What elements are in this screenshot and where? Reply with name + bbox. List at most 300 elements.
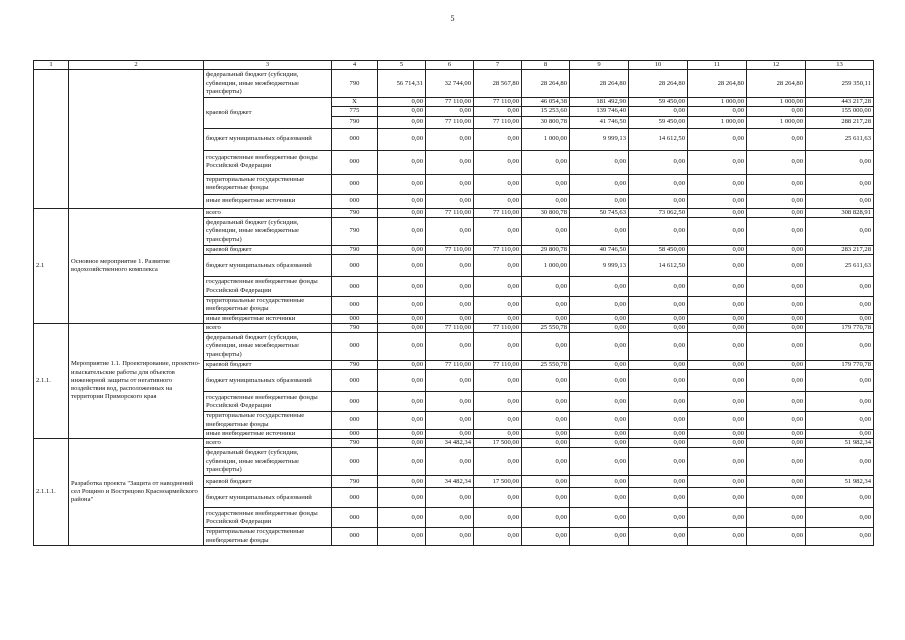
- value-cell: 77 110,00: [474, 323, 522, 332]
- value-cell: 0,00: [747, 429, 806, 438]
- value-cell: 0,00: [747, 392, 806, 412]
- value-cell: 0,00: [747, 488, 806, 508]
- value-cell: 0,00: [688, 429, 747, 438]
- value-cell: 0,00: [426, 429, 474, 438]
- funding-source-cell: иные внебюджетные источники: [204, 194, 332, 208]
- value-cell: 0,00: [378, 217, 426, 245]
- value-cell: 0,00: [570, 150, 629, 174]
- value-cell: 51 982,34: [806, 439, 874, 448]
- value-cell: 0,00: [378, 439, 426, 448]
- value-cell: 0,00: [426, 412, 474, 429]
- value-cell: 77 110,00: [426, 98, 474, 107]
- value-cell: 0,00: [522, 314, 570, 323]
- value-cell: 443 217,28: [806, 98, 874, 107]
- value-cell: 0,00: [378, 429, 426, 438]
- value-cell: 0,00: [474, 412, 522, 429]
- funding-source-cell: государственные внебюджетные фонды Российской Федерации: [204, 150, 332, 174]
- value-cell: 0,00: [378, 128, 426, 150]
- value-cell: 0,00: [378, 508, 426, 528]
- column-header-2: 2: [69, 61, 204, 70]
- value-cell: 30 800,78: [522, 116, 570, 128]
- value-cell: 0,00: [570, 277, 629, 297]
- value-cell: 0,00: [806, 194, 874, 208]
- value-cell: 51 982,34: [806, 476, 874, 488]
- value-cell: 0,00: [806, 508, 874, 528]
- value-cell: 0,00: [378, 208, 426, 217]
- code-cell: 000: [332, 174, 378, 194]
- column-header-13: 13: [806, 61, 874, 70]
- code-cell: 000: [332, 528, 378, 545]
- value-cell: 0,00: [474, 392, 522, 412]
- value-cell: 30 800,78: [522, 208, 570, 217]
- value-cell: 0,00: [522, 508, 570, 528]
- value-cell: 0,00: [426, 392, 474, 412]
- funding-source-cell: федеральный бюджет (субсидии, субвенции, иные межбюджетные трансферты): [204, 70, 332, 98]
- value-cell: 0,00: [747, 150, 806, 174]
- value-cell: 0,00: [688, 128, 747, 150]
- value-cell: 0,00: [570, 448, 629, 476]
- funding-source-cell: федеральный бюджет (субсидии, субвенции, иные межбюджетные трансферты): [204, 448, 332, 476]
- value-cell: 0,00: [629, 412, 688, 429]
- code-cell: 790: [332, 476, 378, 488]
- value-cell: 0,00: [570, 528, 629, 545]
- value-cell: 0,00: [474, 255, 522, 277]
- code-cell: 790: [332, 70, 378, 98]
- code-cell: 000: [332, 508, 378, 528]
- value-cell: 0,00: [426, 174, 474, 194]
- value-cell: 0,00: [806, 314, 874, 323]
- value-cell: 14 612,50: [629, 128, 688, 150]
- activity-name-cell: [69, 70, 204, 208]
- value-cell: 0,00: [570, 370, 629, 392]
- value-cell: 0,00: [570, 412, 629, 429]
- value-cell: 0,00: [522, 277, 570, 297]
- value-cell: 155 000,00: [806, 107, 874, 116]
- value-cell: 0,00: [629, 439, 688, 448]
- value-cell: 46 054,38: [522, 98, 570, 107]
- value-cell: 0,00: [629, 174, 688, 194]
- value-cell: 77 110,00: [426, 208, 474, 217]
- value-cell: 0,00: [688, 528, 747, 545]
- value-cell: 28 264,80: [570, 70, 629, 98]
- funding-source-cell: бюджет муниципальных образований: [204, 128, 332, 150]
- value-cell: 28 264,80: [629, 70, 688, 98]
- budget-table: [33, 60, 874, 546]
- value-cell: 0,00: [522, 150, 570, 174]
- value-cell: 0,00: [474, 528, 522, 545]
- value-cell: 28 264,80: [688, 70, 747, 98]
- value-cell: 0,00: [688, 370, 747, 392]
- value-cell: 0,00: [474, 107, 522, 116]
- value-cell: 14 612,50: [629, 255, 688, 277]
- value-cell: 0,00: [522, 488, 570, 508]
- funding-source-cell: краевой бюджет: [204, 476, 332, 488]
- value-cell: 0,00: [747, 194, 806, 208]
- value-cell: 0,00: [378, 150, 426, 174]
- value-cell: 0,00: [474, 488, 522, 508]
- code-cell: 000: [332, 150, 378, 174]
- value-cell: 77 110,00: [474, 208, 522, 217]
- funding-source-cell: иные внебюджетные источники: [204, 314, 332, 323]
- value-cell: 0,00: [378, 277, 426, 297]
- funding-source-cell: федеральный бюджет (субсидии, субвенции, иные межбюджетные трансферты): [204, 333, 332, 361]
- code-cell: 000: [332, 448, 378, 476]
- funding-source-cell: бюджет муниципальных образований: [204, 370, 332, 392]
- funding-source-cell: территориальные государственные внебюджетные фонды: [204, 297, 332, 314]
- funding-source-cell: краевой бюджет: [204, 98, 332, 128]
- value-cell: 15 253,60: [522, 107, 570, 116]
- value-cell: 0,00: [378, 412, 426, 429]
- funding-source-cell: всего: [204, 439, 332, 448]
- value-cell: 0,00: [806, 528, 874, 545]
- value-cell: 0,00: [378, 194, 426, 208]
- value-cell: 0,00: [629, 277, 688, 297]
- value-cell: 0,00: [688, 297, 747, 314]
- value-cell: 0,00: [806, 217, 874, 245]
- header-row: [34, 61, 874, 70]
- value-cell: 0,00: [629, 217, 688, 245]
- value-cell: 0,00: [629, 448, 688, 476]
- value-cell: 179 770,78: [806, 323, 874, 332]
- table-row: [34, 323, 874, 332]
- value-cell: 0,00: [570, 297, 629, 314]
- value-cell: 0,00: [378, 333, 426, 361]
- value-cell: 0,00: [522, 370, 570, 392]
- value-cell: 139 746,40: [570, 107, 629, 116]
- value-cell: 28 567,80: [474, 70, 522, 98]
- value-cell: 34 482,34: [426, 476, 474, 488]
- value-cell: 29 800,78: [522, 245, 570, 254]
- value-cell: 0,00: [474, 370, 522, 392]
- value-cell: 0,00: [570, 439, 629, 448]
- funding-source-cell: территориальные государственные внебюджетные фонды: [204, 412, 332, 429]
- value-cell: 0,00: [806, 370, 874, 392]
- value-cell: 0,00: [426, 277, 474, 297]
- value-cell: 0,00: [806, 429, 874, 438]
- value-cell: 0,00: [378, 116, 426, 128]
- code-cell: 000: [332, 128, 378, 150]
- code-cell: 000: [332, 314, 378, 323]
- value-cell: 34 482,34: [426, 439, 474, 448]
- value-cell: 0,00: [629, 528, 688, 545]
- value-cell: 0,00: [426, 488, 474, 508]
- funding-source-cell: федеральный бюджет (субсидии, субвенции, иные межбюджетные трансферты): [204, 217, 332, 245]
- value-cell: 0,00: [378, 448, 426, 476]
- value-cell: 0,00: [570, 392, 629, 412]
- code-cell: 790: [332, 361, 378, 370]
- value-cell: 0,00: [378, 392, 426, 412]
- value-cell: 0,00: [747, 448, 806, 476]
- value-cell: 0,00: [688, 245, 747, 254]
- value-cell: 0,00: [688, 194, 747, 208]
- value-cell: 0,00: [474, 128, 522, 150]
- value-cell: 1 000,00: [522, 255, 570, 277]
- row-number-cell: [34, 70, 69, 208]
- value-cell: 0,00: [747, 439, 806, 448]
- funding-source-cell: краевой бюджет: [204, 361, 332, 370]
- value-cell: 0,00: [688, 277, 747, 297]
- value-cell: 0,00: [688, 361, 747, 370]
- column-header-9: 9: [570, 61, 629, 70]
- value-cell: 0,00: [688, 333, 747, 361]
- value-cell: 0,00: [629, 508, 688, 528]
- value-cell: 73 062,50: [629, 208, 688, 217]
- value-cell: 0,00: [688, 508, 747, 528]
- value-cell: 0,00: [570, 508, 629, 528]
- column-header-11: 11: [688, 61, 747, 70]
- page-number: 5: [450, 14, 455, 23]
- code-cell: 000: [332, 488, 378, 508]
- value-cell: 0,00: [474, 277, 522, 297]
- code-cell: 000: [332, 297, 378, 314]
- value-cell: 0,00: [806, 277, 874, 297]
- funding-source-cell: территориальные государственные внебюджетные фонды: [204, 528, 332, 545]
- column-header-8: 8: [522, 61, 570, 70]
- value-cell: 40 746,50: [570, 245, 629, 254]
- value-cell: 0,00: [747, 107, 806, 116]
- value-cell: 77 110,00: [426, 323, 474, 332]
- value-cell: 0,00: [747, 297, 806, 314]
- value-cell: 0,00: [747, 128, 806, 150]
- value-cell: 0,00: [426, 508, 474, 528]
- value-cell: 50 745,63: [570, 208, 629, 217]
- value-cell: 0,00: [522, 476, 570, 488]
- value-cell: 0,00: [747, 217, 806, 245]
- value-cell: 0,00: [570, 429, 629, 438]
- value-cell: 0,00: [522, 297, 570, 314]
- value-cell: 0,00: [426, 448, 474, 476]
- value-cell: 0,00: [629, 314, 688, 323]
- value-cell: 0,00: [474, 174, 522, 194]
- code-cell: 000: [332, 429, 378, 438]
- value-cell: 1 000,00: [747, 98, 806, 107]
- value-cell: 59 450,00: [629, 116, 688, 128]
- value-cell: 0,00: [629, 392, 688, 412]
- value-cell: 0,00: [570, 333, 629, 361]
- funding-source-cell: всего: [204, 323, 332, 332]
- value-cell: 0,00: [688, 208, 747, 217]
- value-cell: 25 611,63: [806, 255, 874, 277]
- code-cell: 775: [332, 107, 378, 116]
- value-cell: 0,00: [378, 323, 426, 332]
- column-header-1: 1: [34, 61, 69, 70]
- value-cell: 0,00: [747, 333, 806, 361]
- value-cell: 0,00: [629, 361, 688, 370]
- code-cell: 000: [332, 255, 378, 277]
- value-cell: 25 550,78: [522, 361, 570, 370]
- value-cell: 77 110,00: [474, 245, 522, 254]
- activity-name-cell: Основное мероприятие 1. Развитие водохозяйственного комплекса: [69, 208, 204, 323]
- table-row: [34, 439, 874, 448]
- value-cell: 0,00: [378, 476, 426, 488]
- value-cell: 0,00: [570, 488, 629, 508]
- value-cell: 0,00: [629, 370, 688, 392]
- value-cell: 0,00: [806, 448, 874, 476]
- value-cell: 0,00: [806, 412, 874, 429]
- value-cell: 0,00: [688, 174, 747, 194]
- code-cell: 790: [332, 217, 378, 245]
- value-cell: 0,00: [747, 255, 806, 277]
- value-cell: 0,00: [570, 476, 629, 488]
- value-cell: 77 110,00: [474, 116, 522, 128]
- value-cell: 0,00: [522, 194, 570, 208]
- value-cell: 41 746,50: [570, 116, 629, 128]
- value-cell: 0,00: [747, 370, 806, 392]
- value-cell: 0,00: [426, 194, 474, 208]
- value-cell: 0,00: [688, 476, 747, 488]
- value-cell: 0,00: [474, 217, 522, 245]
- value-cell: 0,00: [688, 107, 747, 116]
- value-cell: 17 500,00: [474, 439, 522, 448]
- value-cell: 77 110,00: [426, 245, 474, 254]
- value-cell: 0,00: [522, 528, 570, 545]
- value-cell: 25 550,78: [522, 323, 570, 332]
- value-cell: 0,00: [629, 429, 688, 438]
- funding-source-cell: территориальные государственные внебюджетные фонды: [204, 174, 332, 194]
- value-cell: 0,00: [806, 333, 874, 361]
- column-header-6: 6: [426, 61, 474, 70]
- value-cell: 0,00: [688, 314, 747, 323]
- column-header-3: 3: [204, 61, 332, 70]
- value-cell: 0,00: [570, 194, 629, 208]
- code-cell: 790: [332, 323, 378, 332]
- value-cell: 0,00: [378, 314, 426, 323]
- funding-source-cell: государственные внебюджетные фонды Российской Федерации: [204, 508, 332, 528]
- value-cell: 0,00: [629, 107, 688, 116]
- value-cell: 0,00: [629, 323, 688, 332]
- value-cell: 77 110,00: [426, 116, 474, 128]
- value-cell: 0,00: [806, 150, 874, 174]
- value-cell: 0,00: [474, 508, 522, 528]
- value-cell: 0,00: [522, 412, 570, 429]
- value-cell: 0,00: [747, 412, 806, 429]
- value-cell: 25 611,63: [806, 128, 874, 150]
- value-cell: 0,00: [629, 488, 688, 508]
- code-cell: 790: [332, 245, 378, 254]
- value-cell: 0,00: [474, 194, 522, 208]
- row-number-cell: 2.1.1.: [34, 323, 69, 438]
- value-cell: 0,00: [378, 370, 426, 392]
- funding-source-cell: государственные внебюджетные фонды Российской Федерации: [204, 392, 332, 412]
- table-row: [34, 70, 874, 98]
- value-cell: 28 264,80: [747, 70, 806, 98]
- value-cell: 0,00: [474, 297, 522, 314]
- value-cell: 0,00: [747, 528, 806, 545]
- activity-name-cell: Разработка проекта "Защита от наводнений сел Рощино и Вострецово Красноармейского района": [69, 439, 204, 546]
- funding-source-cell: государственные внебюджетные фонды Российской Федерации: [204, 277, 332, 297]
- value-cell: 0,00: [747, 277, 806, 297]
- value-cell: 0,00: [522, 333, 570, 361]
- value-cell: 0,00: [522, 392, 570, 412]
- value-cell: 0,00: [474, 429, 522, 438]
- value-cell: 0,00: [629, 297, 688, 314]
- value-cell: 77 110,00: [474, 98, 522, 107]
- value-cell: 0,00: [378, 255, 426, 277]
- value-cell: 0,00: [474, 314, 522, 323]
- value-cell: 181 492,90: [570, 98, 629, 107]
- value-cell: 0,00: [747, 314, 806, 323]
- column-header-7: 7: [474, 61, 522, 70]
- value-cell: 0,00: [688, 392, 747, 412]
- value-cell: 179 770,78: [806, 361, 874, 370]
- value-cell: 0,00: [688, 150, 747, 174]
- value-cell: 0,00: [474, 448, 522, 476]
- value-cell: 288 217,28: [806, 116, 874, 128]
- value-cell: 59 450,00: [629, 98, 688, 107]
- funding-source-cell: иные внебюджетные источники: [204, 429, 332, 438]
- value-cell: 56 714,31: [378, 70, 426, 98]
- value-cell: 28 264,80: [522, 70, 570, 98]
- value-cell: 9 999,13: [570, 128, 629, 150]
- value-cell: 0,00: [426, 528, 474, 545]
- value-cell: 0,00: [688, 217, 747, 245]
- value-cell: 32 744,00: [426, 70, 474, 98]
- value-cell: 0,00: [806, 488, 874, 508]
- value-cell: 0,00: [378, 361, 426, 370]
- value-cell: 0,00: [426, 128, 474, 150]
- column-header-5: 5: [378, 61, 426, 70]
- code-cell: 790: [332, 208, 378, 217]
- value-cell: 0,00: [747, 174, 806, 194]
- value-cell: 0,00: [570, 174, 629, 194]
- value-cell: 0,00: [522, 217, 570, 245]
- table-row: [34, 208, 874, 217]
- value-cell: 0,00: [474, 333, 522, 361]
- value-cell: 0,00: [629, 194, 688, 208]
- code-cell: 000: [332, 333, 378, 361]
- value-cell: 0,00: [747, 508, 806, 528]
- value-cell: 0,00: [747, 245, 806, 254]
- value-cell: 0,00: [688, 439, 747, 448]
- value-cell: 0,00: [522, 174, 570, 194]
- value-cell: 0,00: [378, 174, 426, 194]
- code-cell: 790: [332, 116, 378, 128]
- value-cell: 0,00: [806, 174, 874, 194]
- code-cell: 000: [332, 392, 378, 412]
- value-cell: 0,00: [426, 314, 474, 323]
- value-cell: 0,00: [629, 476, 688, 488]
- value-cell: 0,00: [688, 488, 747, 508]
- value-cell: 77 110,00: [474, 361, 522, 370]
- code-cell: X: [332, 98, 378, 107]
- row-number-cell: 2.1.1.1.: [34, 439, 69, 546]
- value-cell: 0,00: [570, 314, 629, 323]
- code-cell: 000: [332, 370, 378, 392]
- value-cell: 58 450,00: [629, 245, 688, 254]
- value-cell: 0,00: [426, 370, 474, 392]
- funding-source-cell: бюджет муниципальных образований: [204, 488, 332, 508]
- value-cell: 0,00: [570, 361, 629, 370]
- value-cell: 0,00: [426, 255, 474, 277]
- value-cell: 17 500,00: [474, 476, 522, 488]
- value-cell: 0,00: [378, 98, 426, 107]
- value-cell: 77 110,00: [426, 361, 474, 370]
- funding-source-cell: всего: [204, 208, 332, 217]
- column-header-12: 12: [747, 61, 806, 70]
- value-cell: 0,00: [426, 150, 474, 174]
- value-cell: 1 000,00: [688, 98, 747, 107]
- value-cell: 0,00: [747, 476, 806, 488]
- value-cell: 0,00: [522, 448, 570, 476]
- value-cell: 0,00: [522, 439, 570, 448]
- value-cell: 0,00: [747, 208, 806, 217]
- value-cell: 0,00: [747, 361, 806, 370]
- row-number-cell: 2.1: [34, 208, 69, 323]
- value-cell: 0,00: [426, 297, 474, 314]
- code-cell: 000: [332, 194, 378, 208]
- value-cell: 0,00: [688, 448, 747, 476]
- value-cell: 0,00: [426, 217, 474, 245]
